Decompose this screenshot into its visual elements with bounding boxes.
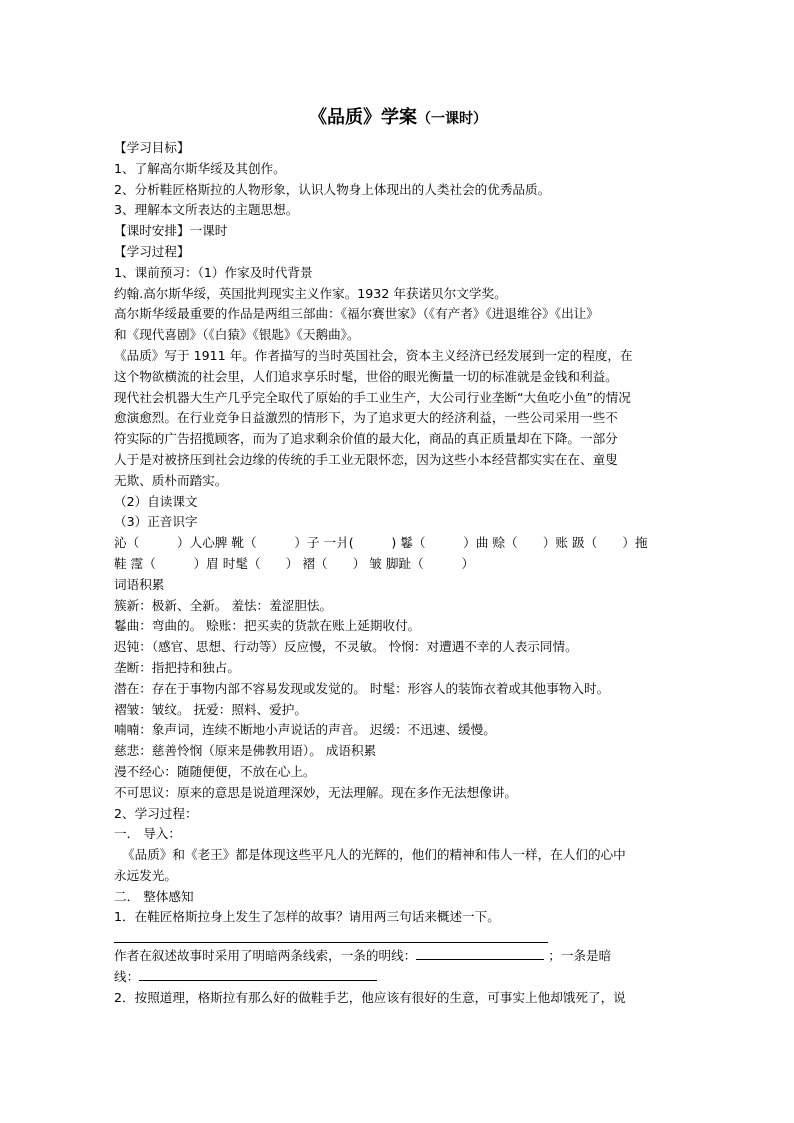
background-line: 人于是对被挤压到社会边缘的传统的手工业无限怀恋，因为这些小本经营都实实在在、童叟 xyxy=(114,451,618,467)
vocabulary-line: 潜在：存在于事物内部不容易发现或发觉的。 时髦：形容人的装饰衣着或其他事物入时。 xyxy=(114,680,610,696)
clue-prefix: 作者在叙述故事时采用了明暗两条线索，一条的明线： xyxy=(114,948,417,964)
vocabulary-line: 簇新：极新、全新。 羞怯：羞涩胆怯。 xyxy=(114,597,333,613)
vocabulary-line: 垄断：指把持和独占。 xyxy=(114,659,240,675)
question-2: 2．按照道理，格斯拉有那么好的做鞋手艺，他应该有很好的生意，可事实上他却饿死了，说 xyxy=(114,989,626,1005)
clue-line xyxy=(114,946,682,967)
vocabulary-heading: 词语积累 xyxy=(114,576,165,592)
vocabulary-line: 慈悲：慈善怜悯（原来是佛教用语）。 成语积累 xyxy=(114,743,377,759)
goals-heading: 【学习目标】 xyxy=(114,140,190,155)
vocabulary-line: 漫不经心：随随便便，不放在心上。 xyxy=(114,763,316,779)
intro-heading: 一． 导入： xyxy=(114,826,181,842)
intro-line: 《品质》和《老王》都是体现这些平凡人的光辉的，他们的精神和伟人一样，在人们的心中 xyxy=(122,847,626,863)
pronunciation-line: 鞋 霪（ ）眉 时髦（ ） 褶（ ） 皱 脚趾（ ） xyxy=(114,555,475,571)
clue-second: 线： xyxy=(114,969,140,985)
vocabulary-line: 不可思议：原来的意思是说道理深妙，无法理解。现在多作无法想像讲。 xyxy=(114,784,517,800)
vocabulary-line: 鬈曲：弯曲的。 赊账：把买卖的货款在账上延期收付。 xyxy=(114,618,421,634)
author-line: 约翰.高尔斯华绥，英国批判现实主义作家。1932 年获诺贝尔文学奖。 xyxy=(114,285,507,301)
vocabulary-line: 喃喃：象声词，连续不断地小声说话的声音。 迟缓：不迅速、缓慢。 xyxy=(114,722,496,738)
vocabulary-line: 迟钝：（感官、思想、行动等）反应慢，不灵敏。 怜悯：对遭遇不幸的人表示同情。 xyxy=(114,639,578,655)
background-line: 无欺、质朴而踏实。 xyxy=(114,472,228,488)
process-heading: 【学习过程】 xyxy=(114,243,190,259)
overall-heading: 二． 整体感知 xyxy=(114,888,194,904)
vocabulary-line: 褶皱：皱纹。 抚爱：照料、爱护。 xyxy=(114,701,307,717)
goal-item: 1、了解高尔斯华绥及其创作。 xyxy=(114,160,286,176)
bright-clue-blank[interactable] xyxy=(416,947,544,960)
goal-item: 2、分析鞋匠格斯拉的人物形象，认识人物身上体现出的人类社会的优秀品质。 xyxy=(114,181,551,197)
background-line: 符实际的广告招揽顾客，而为了追求剩余价值的最大化，商品的真正质量却在下降。一部分 xyxy=(114,431,618,447)
question-1: 1．在鞋匠格斯拉身上发生了怎样的故事？请用两三句话来概述一下。 xyxy=(114,909,500,925)
document-title xyxy=(114,104,682,132)
clue-line-2 xyxy=(114,967,682,988)
preview-heading: 1、课前预习：（1）作家及时代背景 xyxy=(114,264,313,280)
pronunciation-line: 沁（ ）人心脾 靴（ ）子 一爿( ) 鬈（ ）曲 赊（ ）账 趿（ ）拖 xyxy=(114,535,648,551)
works-line: 和《现代喜剧》（《白猿》《银匙》《天鹅曲》。 xyxy=(114,327,360,343)
answer-blank-line[interactable] xyxy=(114,928,548,943)
clue-middle: ；一条是暗 xyxy=(544,948,612,964)
works-line: 高尔斯华绥最重要的作品是两组三部曲：《福尔赛世家》（《有产者》《进退维谷》《出让》 xyxy=(114,306,599,322)
goal-item: 3、理解本文所表达的主题思想。 xyxy=(114,202,299,218)
background-line: 愈演愈烈。在行业竞争日益激烈的情形下，为了追求更大的经济利益，一些公司采用一些不 xyxy=(114,410,618,426)
self-read-line: （2）自读课文 xyxy=(114,493,198,509)
title-main: 《品质》学案 xyxy=(309,107,417,128)
pronunciation-heading: （3）正音识字 xyxy=(114,514,198,530)
schedule-line: 【课时安排】一课时 xyxy=(114,223,228,239)
background-line: 这个物欲横流的社会里，人们追求享乐时髦，世俗的眼光衡量一切的标准就是金钱和利益。 xyxy=(114,368,618,384)
dark-clue-blank[interactable] xyxy=(139,968,377,981)
document-page xyxy=(114,104,682,1009)
background-line: 《品质》写于 1911 年。作者描写的当时英国社会，资本主义经济已经发展到一定的程度，在 xyxy=(114,347,633,363)
background-line: 现代社会机器大生产几乎完全取代了原始的手工业生产，大公司行业垄断“大鱼吃小鱼”的情况 xyxy=(114,389,631,405)
title-sub: （一课时） xyxy=(417,111,487,127)
learning-heading: 2、学习过程： xyxy=(114,805,198,821)
intro-line: 永远发光。 xyxy=(114,867,177,883)
